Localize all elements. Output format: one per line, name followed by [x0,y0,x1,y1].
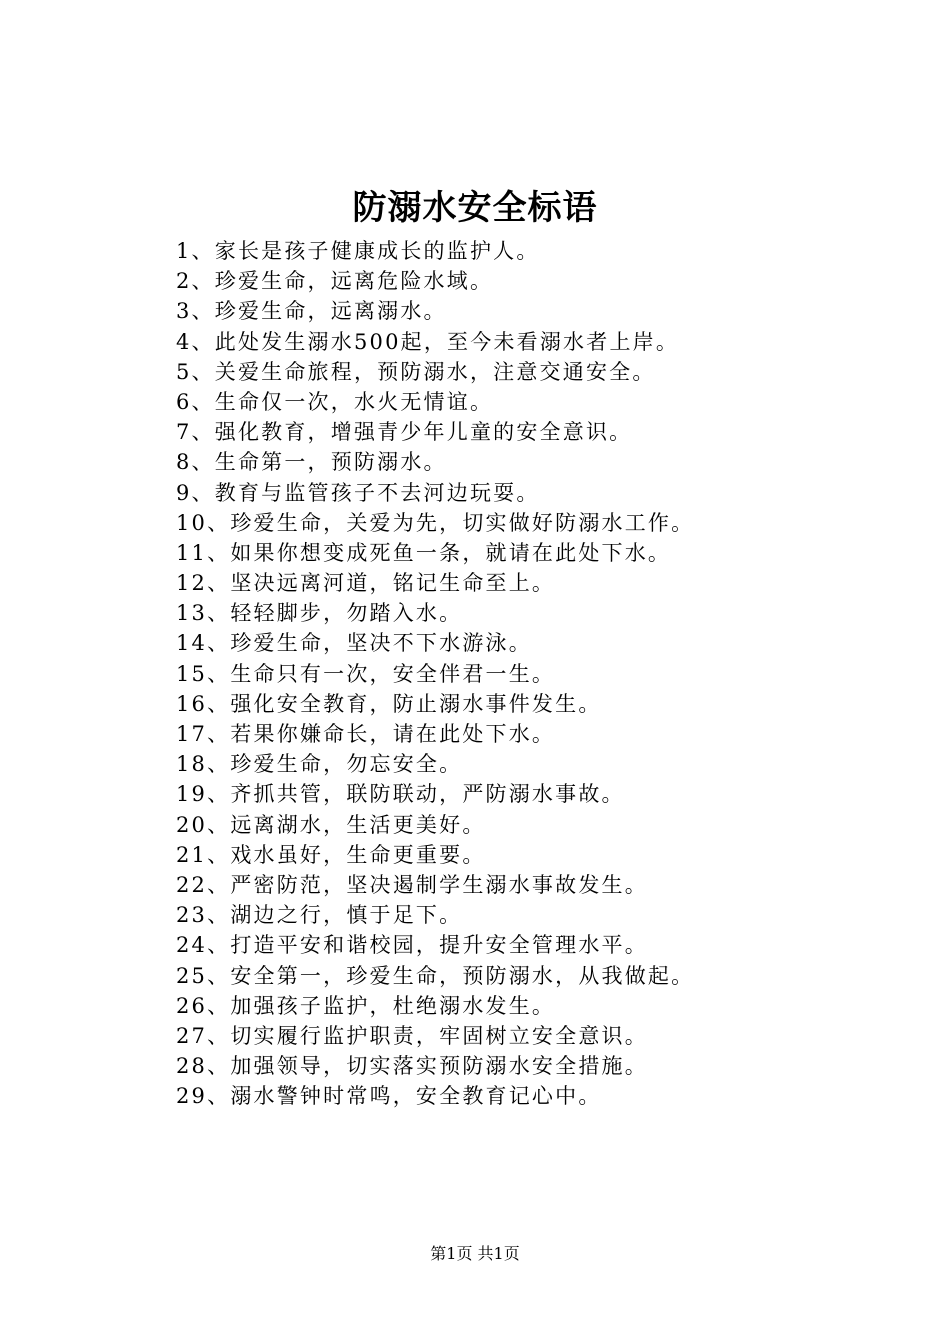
list-item: 29、溺水警钟时常鸣，安全教育记心中。 [176,1084,602,1109]
list-item: 9、教育与监管孩子不去河边玩耍。 [176,480,540,505]
list-item: 1、家长是孩子健康成长的监护人。 [176,239,540,263]
list-item: 5、关爱生命旅程，预防溺水，注意交通安全。 [176,359,656,384]
page-footer: 第1页 共1页 [430,1244,520,1263]
list-item: 10、珍爱生命，关爱为先，切实做好防溺水工作。 [176,510,695,535]
list-item: 12、坚决远离河道，铭记生命至上。 [176,571,556,596]
list-item: 8、生命第一，预防溺水。 [176,450,447,475]
list-item: 4、此处发生溺水500起，至今未看溺水者上岸。 [176,329,680,354]
list-item: 23、湖边之行，慎于足下。 [176,903,463,928]
list-item: 19、齐抓共管，联防联动，严防溺水事故。 [176,782,625,807]
list-item: 17、若果你嫌命长，请在此处下水。 [176,722,556,746]
list-item: 14、珍爱生命，坚决不下水游泳。 [176,631,532,656]
list-item: 22、严密防范，坚决遏制学生溺水事故发生。 [176,872,648,897]
list-item: 15、生命只有一次，安全伴君一生。 [176,661,556,686]
list-item: 24、打造平安和谐校园，提升安全管理水平。 [176,933,648,958]
page-title: 防溺水安全标语 [352,188,598,228]
slogan-list [176,236,694,1111]
list-item: 28、加强领导，切实落实预防溺水安全措施。 [176,1054,648,1079]
list-item: 20、远离湖水，生活更美好。 [176,812,486,837]
list-item: 2、珍爱生命，远离危险水域。 [176,269,494,294]
list-item: 18、珍爱生命，勿忘安全。 [176,752,463,777]
list-item: 25、安全第一，珍爱生命，预防溺水，从我做起。 [176,963,695,988]
list-item: 16、强化安全教育，防止溺水事件发生。 [176,691,602,716]
list-item: 11、如果你想变成死鱼一条，就请在此处下水。 [176,540,672,565]
list-item: 27、切实履行监护职责，牢固树立安全意识。 [176,1023,648,1048]
list-item: 3、珍爱生命，远离溺水。 [176,299,447,324]
list-item: 7、强化教育，增强青少年儿童的安全意识。 [176,420,633,445]
list-item: 13、轻轻脚步，勿踏入水。 [176,601,463,626]
list-item: 26、加强孩子监护，杜绝溺水发生。 [176,993,556,1018]
list-item: 6、生命仅一次，水火无情谊。 [176,389,494,414]
list-item: 21、戏水虽好，生命更重要。 [176,842,486,867]
